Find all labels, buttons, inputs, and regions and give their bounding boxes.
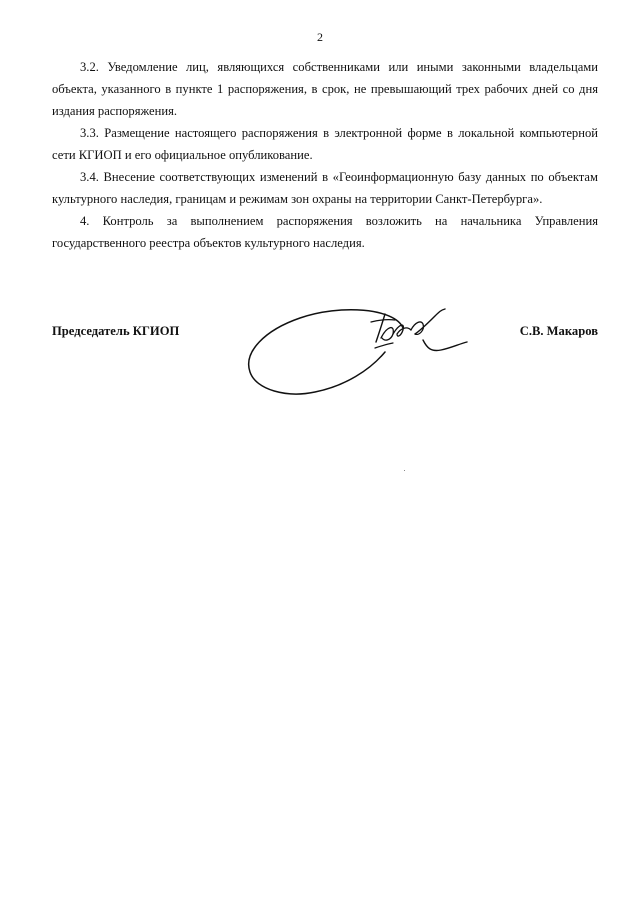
paragraph-4: 4. Контроль за выполнением распоряжения возложить на начальника Управления государственного реестра объектов культурного наследия. (52, 214, 598, 250)
paragraph-3-4: 3.4. Внесение соответствующих изменений в «Геоинформационную базу данных по объектам культурного наследия, границам и режимам зон охраны на территории Санкт-Петербурга». (52, 170, 598, 206)
scan-speck (404, 470, 405, 471)
document-body (52, 56, 598, 254)
signer-name: С.В. Макаров (519, 324, 598, 338)
handwritten-signature (245, 300, 470, 410)
paragraph-3-3: 3.3. Размещение настоящего распоряжения в электронной форме в локальной компьютерной сети КГИОП и его официальное опубликование. (52, 126, 598, 162)
page-number: 2 (317, 30, 323, 44)
position-title: Председатель КГИОП (52, 324, 180, 338)
paragraph-3-2: 3.2. Уведомление лиц, являющихся собственниками или иными законными владельцами объекта, указанного в пункте 1 распоряжения, в срок, не превышающий трех рабочих дней со дня издания распоряжения. (52, 60, 598, 118)
